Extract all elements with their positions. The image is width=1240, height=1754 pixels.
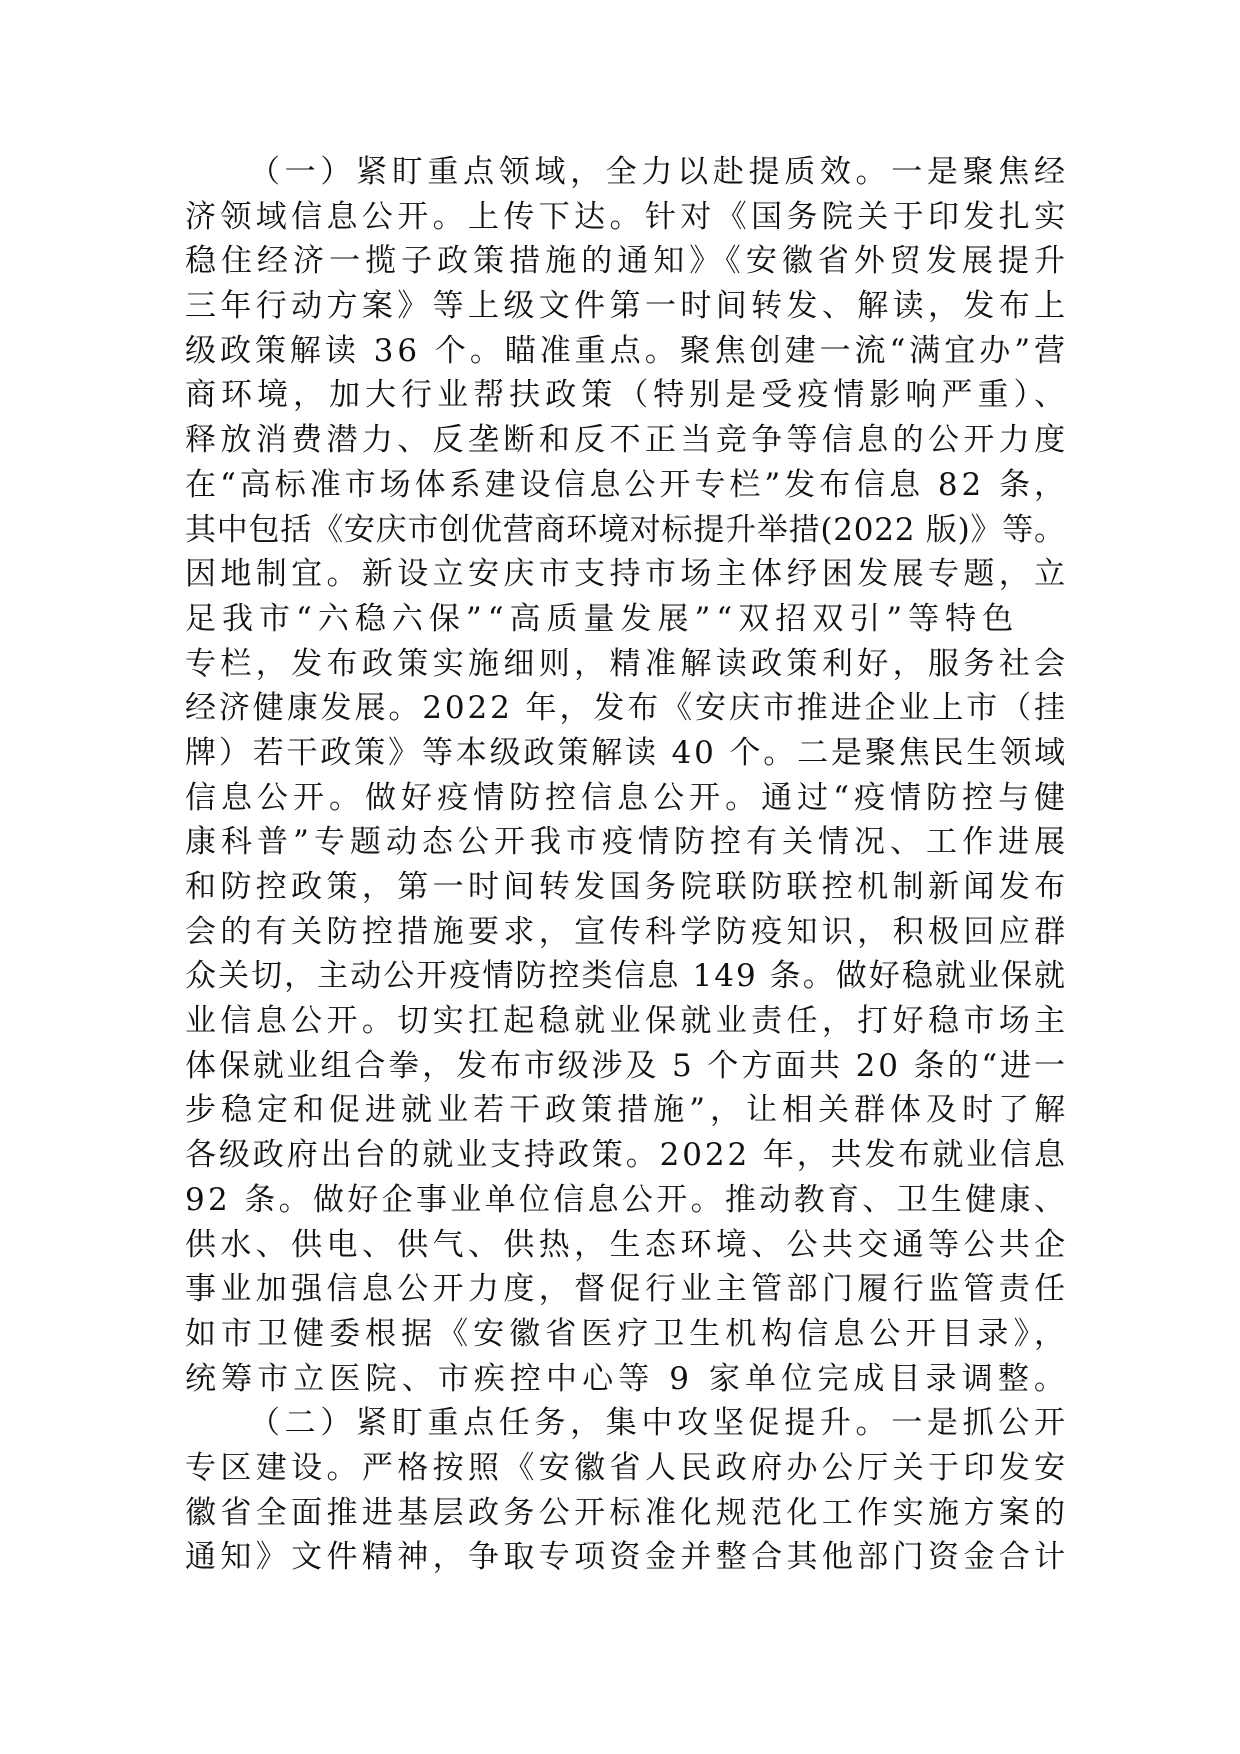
text-line: 统筹市立医院、市疾控中心等 9 家单位完成目录调整。 — [185, 1360, 1071, 1397]
text-line: 释放消费潜力、反垄断和反不正当竞争等信息的公开力度 — [185, 422, 1070, 459]
paragraph-2 — [185, 1401, 1070, 1580]
text-line: 徽省全面推进基层政务公开标准化规范化工作实施方案的 — [185, 1494, 1070, 1531]
text-line: 业信息公开。切实扛起稳就业保就业责任，打好稳市场主 — [185, 1003, 1070, 1040]
text-line: 级政策解读 36 个。瞄准重点。聚焦创建一流“满宜办”营 — [185, 332, 1070, 369]
text-line: 济领域信息公开。上传下达。针对《国务院关于印发扎实 — [185, 198, 1070, 235]
text-line: 会的有关防控措施要求，宣传科学防疫知识，积极回应群 — [185, 913, 1070, 950]
text-line: 三年行动方案》等上级文件第一时间转发、解读，发布上 — [185, 288, 1070, 325]
text-line: 各级政府出台的就业支持政策。2022 年，共发布就业信息 — [185, 1137, 1068, 1174]
text-line: 步稳定和促进就业若干政策措施”，让相关群体及时了解 — [185, 1092, 1071, 1129]
paragraph-1 — [185, 150, 1071, 1401]
text-line: 通知》文件精神，争取专项资金并整合其他部门资金合计 — [185, 1539, 1070, 1576]
text-line: 稳住经济一揽子政策措施的通知》《安徽省外贸发展提升 — [185, 243, 1070, 280]
text-line: 因地制宜。新设立安庆市支持市场主体纾困发展专题，立 — [185, 556, 1070, 593]
text-line: 其中包括《安庆市创优营商环境对标提升举措(2022 版)》等。 — [185, 511, 1066, 548]
text-line: 牌）若干政策》等本级政策解读 40 个。二是聚焦民生领域 — [185, 734, 1068, 771]
text-line: 商环境，加大行业帮扶政策（特别是受疫情影响严重）、 — [185, 377, 1070, 414]
text-line: 事业加强信息公开力度，督促行业主管部门履行监管责任 — [185, 1271, 1070, 1308]
text-line: （一）紧盯重点领域，全力以赴提质效。一是聚焦经 — [249, 154, 1070, 190]
text-line: 和防控政策，第一时间转发国务院联防联控机制新闻发布 — [185, 869, 1070, 905]
text-line: 足我市“六稳六保”“高质量发展”“双招双引”等特色 — [185, 600, 1020, 637]
text-line: （二）紧盯重点任务，集中攻坚促提升。一是抓公开 — [249, 1405, 1070, 1442]
text-line: 经济健康发展。2022 年，发布《安庆市推进企业上市（挂 — [185, 690, 1068, 727]
text-line: 体保就业组合拳，发布市级涉及 5 个方面共 20 条的“进一 — [185, 1047, 1068, 1084]
text-line: 康科普”专题动态公开我市疫情防控有关情况、工作进展 — [185, 824, 1071, 861]
text-line: 众关切，主动公开疫情防控类信息 149 条。做好稳就业保就 — [185, 958, 1068, 995]
text-line: 专栏，发布政策实施细则，精准解读政策利好，服务社会 — [185, 645, 1070, 682]
text-line: 如市卫健委根据《安徽省医疗卫生机构信息公开目录》， — [185, 1315, 1070, 1352]
text-line: 在“高标准市场体系建设信息公开专栏”发布信息 82 条， — [185, 466, 1070, 503]
text-line: 信息公开。做好疫情防控信息公开。通过“疫情防控与健 — [185, 779, 1071, 816]
text-line: 92 条。做好企事业单位信息公开。推动教育、卫生健康、 — [185, 1181, 1069, 1218]
text-line: 供水、供电、供气、供热，生态环境、公共交通等公共企 — [185, 1226, 1070, 1263]
text-line: 专区建设。严格按照《安徽省人民政府办公厅关于印发安 — [185, 1449, 1070, 1486]
document-body — [185, 150, 1071, 1580]
